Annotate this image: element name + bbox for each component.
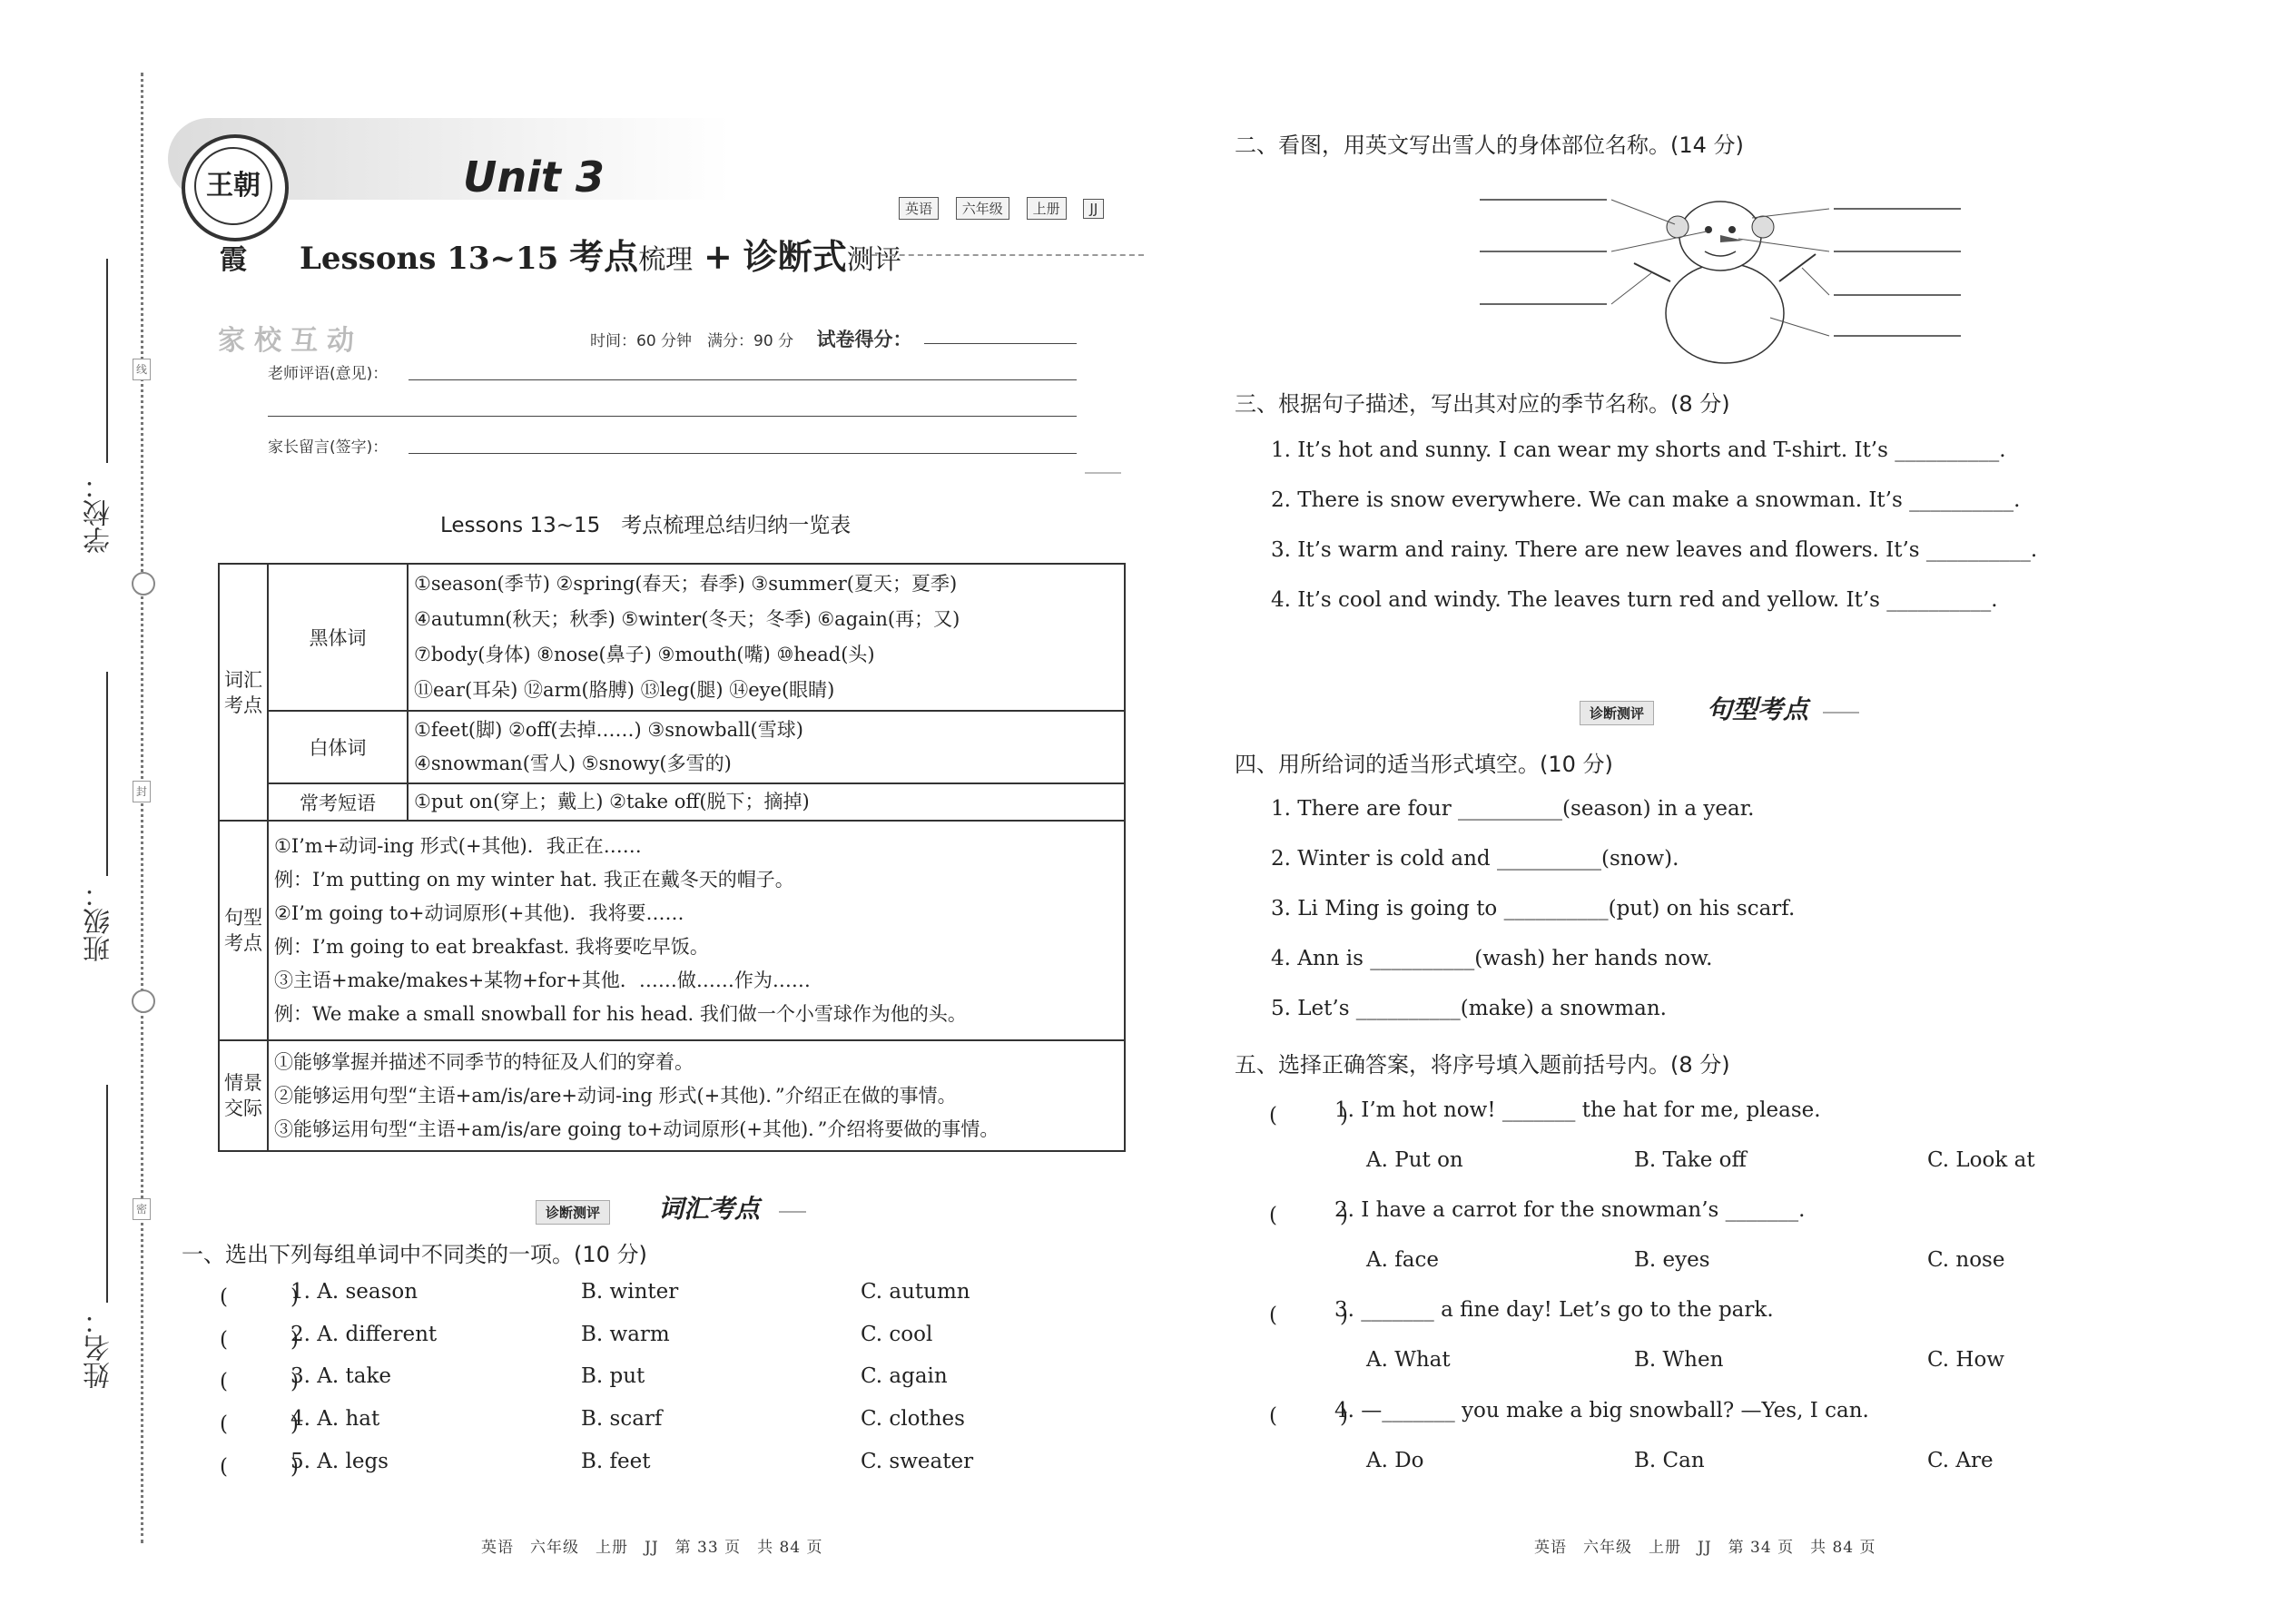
arrow-line [1823, 712, 1859, 714]
q4-item: 3. Li Ming is going to __________(put) on his scarf. [1271, 897, 1796, 920]
sentence-category: 句型 考点 [219, 821, 268, 1040]
option-b: B. winter [581, 1280, 679, 1304]
answer-paren[interactable]: ( ) [220, 1370, 299, 1393]
q5-question: 3. _______ a fine day! Let’s go to the park. [1334, 1298, 1774, 1322]
decor-line [1085, 472, 1121, 474]
title-part: 测评 [846, 244, 901, 276]
q4-item: 1. There are four __________(season) in a year. [1271, 797, 1755, 821]
plain-words: ①feet(脚) ②off(去掉……) ③snowball(雪球) ④snowman(雪人) ⑤snowy(多雪的) [408, 711, 1125, 783]
option-c: C. Are [1927, 1449, 1994, 1472]
answer-paren[interactable]: ( ) [220, 1455, 299, 1479]
sentence-patterns: ①I’m+动词-ing 形式(+其他)．我正在…… 例：I’m putting on my winter hat. 我正在戴冬天的帽子。 ②I’m going to+动词原形(+其他)．我将要…… 例：I’m going to eat breakfast. 我将要吃早饭。 ③主语+make/makes+某物+for+其他．……做……作为…… 例：We make a small snowball for his head. 我们做一个小雪球作为他的头。 [268, 821, 1125, 1040]
option-a: A. What [1366, 1348, 1451, 1372]
option-a: 2. A. different [290, 1323, 438, 1346]
option-c: C. How [1927, 1348, 2004, 1372]
q4-item: 5. Let’s __________(make) a snowman. [1271, 997, 1667, 1020]
teacher-comment-line[interactable] [409, 379, 1077, 380]
q4-item: 4. Ann is __________(wash) her hands now. [1271, 947, 1713, 970]
bold-words-label: 黑体词 [268, 564, 408, 711]
binding-line [141, 73, 143, 1543]
option-a: 3. A. take [290, 1364, 391, 1388]
logo-text: 王朝霞 [194, 147, 272, 225]
title-part: 考点 [569, 236, 639, 277]
section-tag: 诊断测评 [1580, 701, 1654, 725]
q5-question: 2. I have a carrot for the snowman’s _______. [1334, 1198, 1806, 1222]
publisher-logo [182, 134, 289, 276]
unit-title: Unit 3 [463, 153, 605, 202]
pointer-line [1611, 272, 1652, 304]
section-tag: 诊断测评 [536, 1200, 610, 1225]
option-b: B. feet [581, 1450, 651, 1473]
badge: 英语 [899, 197, 939, 220]
teacher-comment-label: 老师评语(意见)： [268, 365, 389, 383]
binding-hole [132, 989, 155, 1013]
title-plus: + [704, 236, 733, 277]
snowman-eye [1705, 226, 1712, 233]
answer-paren[interactable]: ( ) [1269, 1204, 1348, 1227]
school-label: 学校： [84, 472, 115, 554]
pointer-line [1752, 209, 1829, 218]
pointer-line [1802, 268, 1829, 295]
option-c: C. clothes [861, 1407, 965, 1431]
q3-item: 4. It’s cool and windy. The leaves turn red and yellow. It’s __________. [1271, 588, 1998, 612]
home-school-label: 家校互动 [218, 325, 363, 357]
vocab-category: 词汇 考点 [219, 564, 268, 821]
snowman-ear [1752, 216, 1774, 238]
phrases: ①put on(穿上；戴上) ②take off(脱下；摘掉) [408, 783, 1125, 821]
time-info: 时间：60 分钟 满分：90 分 [590, 332, 794, 350]
name-label: 姓名： [84, 1307, 115, 1389]
arrow-line [779, 1211, 806, 1213]
score-blank[interactable] [924, 343, 1077, 344]
name-blank[interactable] [106, 1085, 108, 1303]
option-c: C. nose [1927, 1248, 2005, 1272]
snowman-body [1666, 263, 1784, 363]
option-a: 4. A. hat [290, 1407, 380, 1431]
option-b: B. eyes [1634, 1248, 1710, 1272]
exam-meta [590, 325, 911, 352]
q5-heading: 五、选择正确答案，将序号填入题前括号内。(8 分) [1235, 1052, 1730, 1078]
option-b: B. When [1634, 1348, 1724, 1372]
pointer-line [1611, 200, 1675, 224]
section-title: 句型考点 [1707, 694, 1809, 724]
vocab-section-bar [536, 1189, 808, 1225]
option-c: C. again [861, 1364, 948, 1388]
q4-heading: 四、用所给词的适当形式填空。(10 分) [1235, 752, 1613, 777]
situations: ①能够掌握并描述不同季节的特征及人们的穿着。 ②能够运用句型“主语+am/is/are+动词-ing 形式(+其他)．”介绍正在做的事情。 ③能够运用句型“主语+am/is/are going to+动词原形(+其他)．”介绍将要做的事情。 [268, 1040, 1125, 1151]
sentence-section-bar [1580, 690, 1861, 726]
q5-question: 4. —_______ you make a big snowball? —Yes, I can. [1334, 1399, 1869, 1422]
margin-tag: 线 [133, 359, 151, 380]
q3-heading: 三、根据句子描述，写出其对应的季节名称。(8 分) [1235, 391, 1730, 417]
answer-paren[interactable]: ( ) [220, 1328, 299, 1352]
bold-words: ①season(季节) ②spring(春天；春季) ③summer(夏天；夏季) ④autumn(秋天；秋季) ⑤winter(冬天；冬季) ⑥again(再；又) ⑦body(身体) ⑧nose(鼻子) ⑨mouth(嘴) ⑩head(头) ⑪ear(耳朵) ⑫arm(胳膊) ⑬leg(腿) ⑭eye(眼睛) [408, 564, 1125, 711]
situation-category: 情景 交际 [219, 1040, 268, 1151]
score-label: 试卷得分： [816, 329, 912, 350]
option-a: A. Do [1366, 1449, 1424, 1472]
option-a: 5. A. legs [290, 1450, 389, 1473]
option-c: C. Look at [1927, 1148, 2035, 1172]
teacher-comment-line[interactable] [268, 416, 1077, 417]
snowman-picture [1480, 177, 1988, 368]
answer-paren[interactable]: ( ) [1269, 1104, 1348, 1127]
lesson-range: Lessons 13~15 [300, 241, 559, 277]
title-part: 梳理 [638, 244, 694, 276]
option-a: A. Put on [1366, 1148, 1463, 1172]
q3-item: 2. There is snow everywhere. We can make a snowman. It’s __________. [1271, 488, 2021, 512]
badge: JJ [1083, 199, 1104, 219]
q3-item: 1. It’s hot and sunny. I can wear my shorts and T-shirt. It’s __________. [1271, 438, 2006, 462]
option-b: B. Can [1634, 1449, 1705, 1472]
lesson-title [300, 229, 901, 279]
snowman-eye [1728, 226, 1736, 233]
badge: 六年级 [956, 197, 1009, 220]
option-b: B. warm [581, 1323, 670, 1346]
option-b: B. scarf [581, 1407, 663, 1431]
option-c: C. sweater [861, 1450, 974, 1473]
option-b: B. put [581, 1364, 645, 1388]
class-label: 班级： [84, 881, 115, 962]
badge: 上册 [1027, 197, 1067, 220]
badge-row [899, 197, 1117, 220]
summary-title: Lessons 13~15 考点梳理总结归纳一览表 [440, 514, 852, 537]
q3-item: 3. It’s warm and rainy. There are new leaves and flowers. It’s __________. [1271, 538, 2038, 562]
title-part: 诊断式 [743, 236, 847, 277]
margin-tag: 密 [133, 1198, 151, 1220]
q1-heading: 一、选出下列每组单词中不同类的一项。(10 分) [182, 1242, 647, 1267]
school-blank[interactable] [106, 259, 108, 463]
answer-paren[interactable]: ( ) [1269, 1404, 1348, 1428]
parent-comment-line[interactable] [409, 453, 1077, 454]
q4-item: 2. Winter is cold and __________(snow). [1271, 847, 1679, 871]
answer-paren[interactable]: ( ) [220, 1285, 299, 1309]
margin-tag: 封 [133, 781, 151, 802]
snowman-arm [1779, 254, 1816, 281]
q2-heading: 二、看图，用英文写出雪人的身体部位名称。(14 分) [1235, 133, 1744, 158]
answer-paren[interactable]: ( ) [220, 1412, 299, 1436]
option-c: C. cool [861, 1323, 933, 1346]
answer-paren[interactable]: ( ) [1269, 1304, 1348, 1327]
binding-hole [132, 572, 155, 595]
q5-question: 1. I’m hot now! _______ the hat for me, please. [1334, 1098, 1821, 1122]
header-dashed-line [853, 254, 1144, 256]
plain-words-label: 白体词 [268, 711, 408, 783]
section-title: 词汇考点 [658, 1194, 761, 1224]
option-b: B. Take off [1634, 1148, 1747, 1172]
option-a: 1. A. season [290, 1280, 418, 1304]
summary-table [218, 563, 1126, 1152]
snowman-ear [1667, 216, 1689, 238]
class-blank[interactable] [106, 672, 108, 876]
phrases-label: 常考短语 [268, 783, 408, 821]
footer-left: 英语 六年级 上册 JJ 第 33 页 共 84 页 [481, 1539, 823, 1557]
option-a: A. face [1366, 1248, 1439, 1272]
footer-right: 英语 六年级 上册 JJ 第 34 页 共 84 页 [1534, 1539, 1876, 1557]
option-c: C. autumn [861, 1280, 970, 1304]
parent-comment-label: 家长留言(签字)： [268, 438, 389, 457]
